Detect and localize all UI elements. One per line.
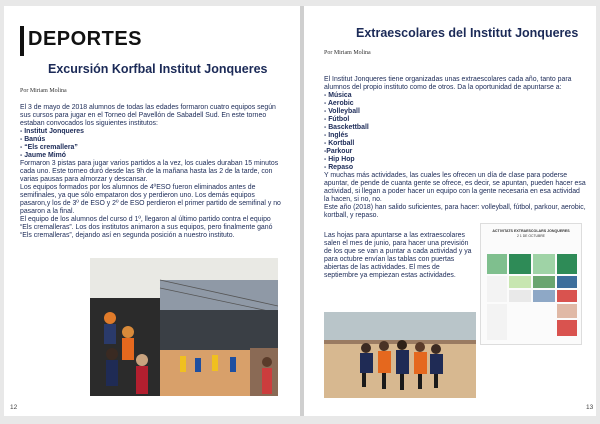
schedule-cell	[487, 276, 507, 302]
schedule-cell	[557, 320, 577, 336]
schedule-cell	[509, 290, 531, 302]
schedule-cell	[557, 276, 577, 288]
left-page	[4, 6, 300, 416]
schedule-title: ACTIVITATS EXTRAESCOLARS JONQUERES	[492, 229, 570, 233]
schedule-cell	[487, 254, 507, 274]
right-page	[304, 6, 596, 416]
korfball-photo	[90, 258, 278, 396]
article-title: Excursión Korfbal Institut Jonqueres	[48, 62, 268, 76]
list-item: - Música	[324, 92, 352, 99]
schedule-poster	[480, 223, 582, 345]
schedule-cell	[487, 304, 507, 340]
list-item: - Basckettball	[324, 124, 369, 131]
team-huddle-image	[324, 312, 476, 398]
signup-paragraph	[324, 232, 474, 280]
magazine-spread	[4, 6, 596, 416]
paragraph: El 3 de mayo de 2018 alumnos de todas las edades formaron cuatro equipos según sus cursos para jugar en el Torneo del Pavellón de Sabadell Sud. En este torneo estaban convocados los siguientes institutos:	[20, 104, 276, 127]
list-item: - Volleyball	[324, 108, 360, 115]
list-item: - Fútbol	[324, 116, 350, 123]
article-body	[20, 104, 282, 240]
schedule-cell	[557, 254, 577, 274]
list-item: - Aerobic	[324, 100, 354, 107]
schedule-cell	[509, 254, 531, 274]
schedule-cell	[557, 290, 577, 302]
list-item: - Repaso	[324, 164, 354, 171]
page-number: 12	[10, 404, 18, 411]
section-title: DEPORTES	[28, 28, 143, 50]
list-item: - Institut Jonqueres	[20, 128, 84, 135]
paragraph: El equipo de los alumnos del curso d 1º, llegaron al último partido contra el equipo “Els cremalleras”. Los dos institutos animaron a sus equipos, pero finalmente ganó “Els cremalleras”, dejando así en segunda posición a nuestro instituto.	[20, 216, 273, 239]
page-number: 13	[586, 404, 594, 411]
list-item: - Hip Hop	[324, 156, 355, 163]
list-item: - Banús	[20, 136, 46, 143]
list-item: - Jaume Mimó	[20, 152, 66, 159]
paragraph: Y muchas más actividades, las cuales les ofrecen un día de clase para poderse apuntar, de pende de cuanta gente se ofrece, es decir, se apuntan, pueden hacer esa actividad, si llegan a poder hacer un equipo con la gente necesaria en esa actividad la hacen, si no, no.	[324, 172, 586, 203]
paragraph: El Institut Jonqueres tiene organizadas unas extraescolares cada año, tanto para alumnos del propio instituto como de otros. Da la oportunidad de apuntarse a:	[324, 76, 572, 91]
list-item: -Parkour	[324, 148, 353, 155]
paragraph: Este año (2018) han salido suficientes, para hacer: volleyball, fútbol, parkour, aerobic, kortball, y repaso.	[324, 204, 586, 219]
paragraph: Los equipos formados por los alumnos de 4ºESO fueron eliminados antes de semifinales, ya que sólo empataron dos y perdieron uno. Los demás equipos pasaron,y los de 3º de ESO y 2º de ESO perdieron el primer partido de semifinal y no pasaron a la final.	[20, 184, 281, 215]
schedule-cell	[557, 304, 577, 318]
sports-hall-image	[90, 258, 278, 396]
schedule-cell	[533, 290, 555, 302]
schedule-cell	[533, 276, 555, 288]
paragraph: Formaron 3 pistas para jugar varios partidos a la vez, los cuales duraban 15 minutos cada uno. Este torneo duró desde las 9h de la mañana hasta las 2 de la tarde, con varias pausas para almorzar y descansar.	[20, 160, 279, 183]
schedule-cell	[509, 276, 531, 288]
article-title: Extraescolares del Institut Jonqueres	[356, 26, 579, 40]
schedule-cell	[533, 254, 555, 274]
article-body	[324, 76, 586, 220]
list-item: - “Els cremallera”	[20, 144, 78, 151]
schedule-subtitle: 2 1 DE OCTUBRE	[517, 234, 545, 238]
section-bar	[20, 26, 24, 56]
byline: Por Miriam Molina	[20, 88, 67, 94]
byline: Por Miriam Molina	[324, 50, 371, 56]
team-photo	[324, 312, 476, 398]
list-item: - Inglés	[324, 132, 349, 139]
paragraph: Las hojas para apuntarse a las extraescolares salen el mes de junio, para hacer una previsión de los que se van a puntar a cada actividad y ya para octubre envían las tablas con puertas abiertas de las actividades. El mes de septiembre ya empiezan estas actividades.	[324, 232, 472, 279]
list-item: - Kortball	[324, 140, 355, 147]
